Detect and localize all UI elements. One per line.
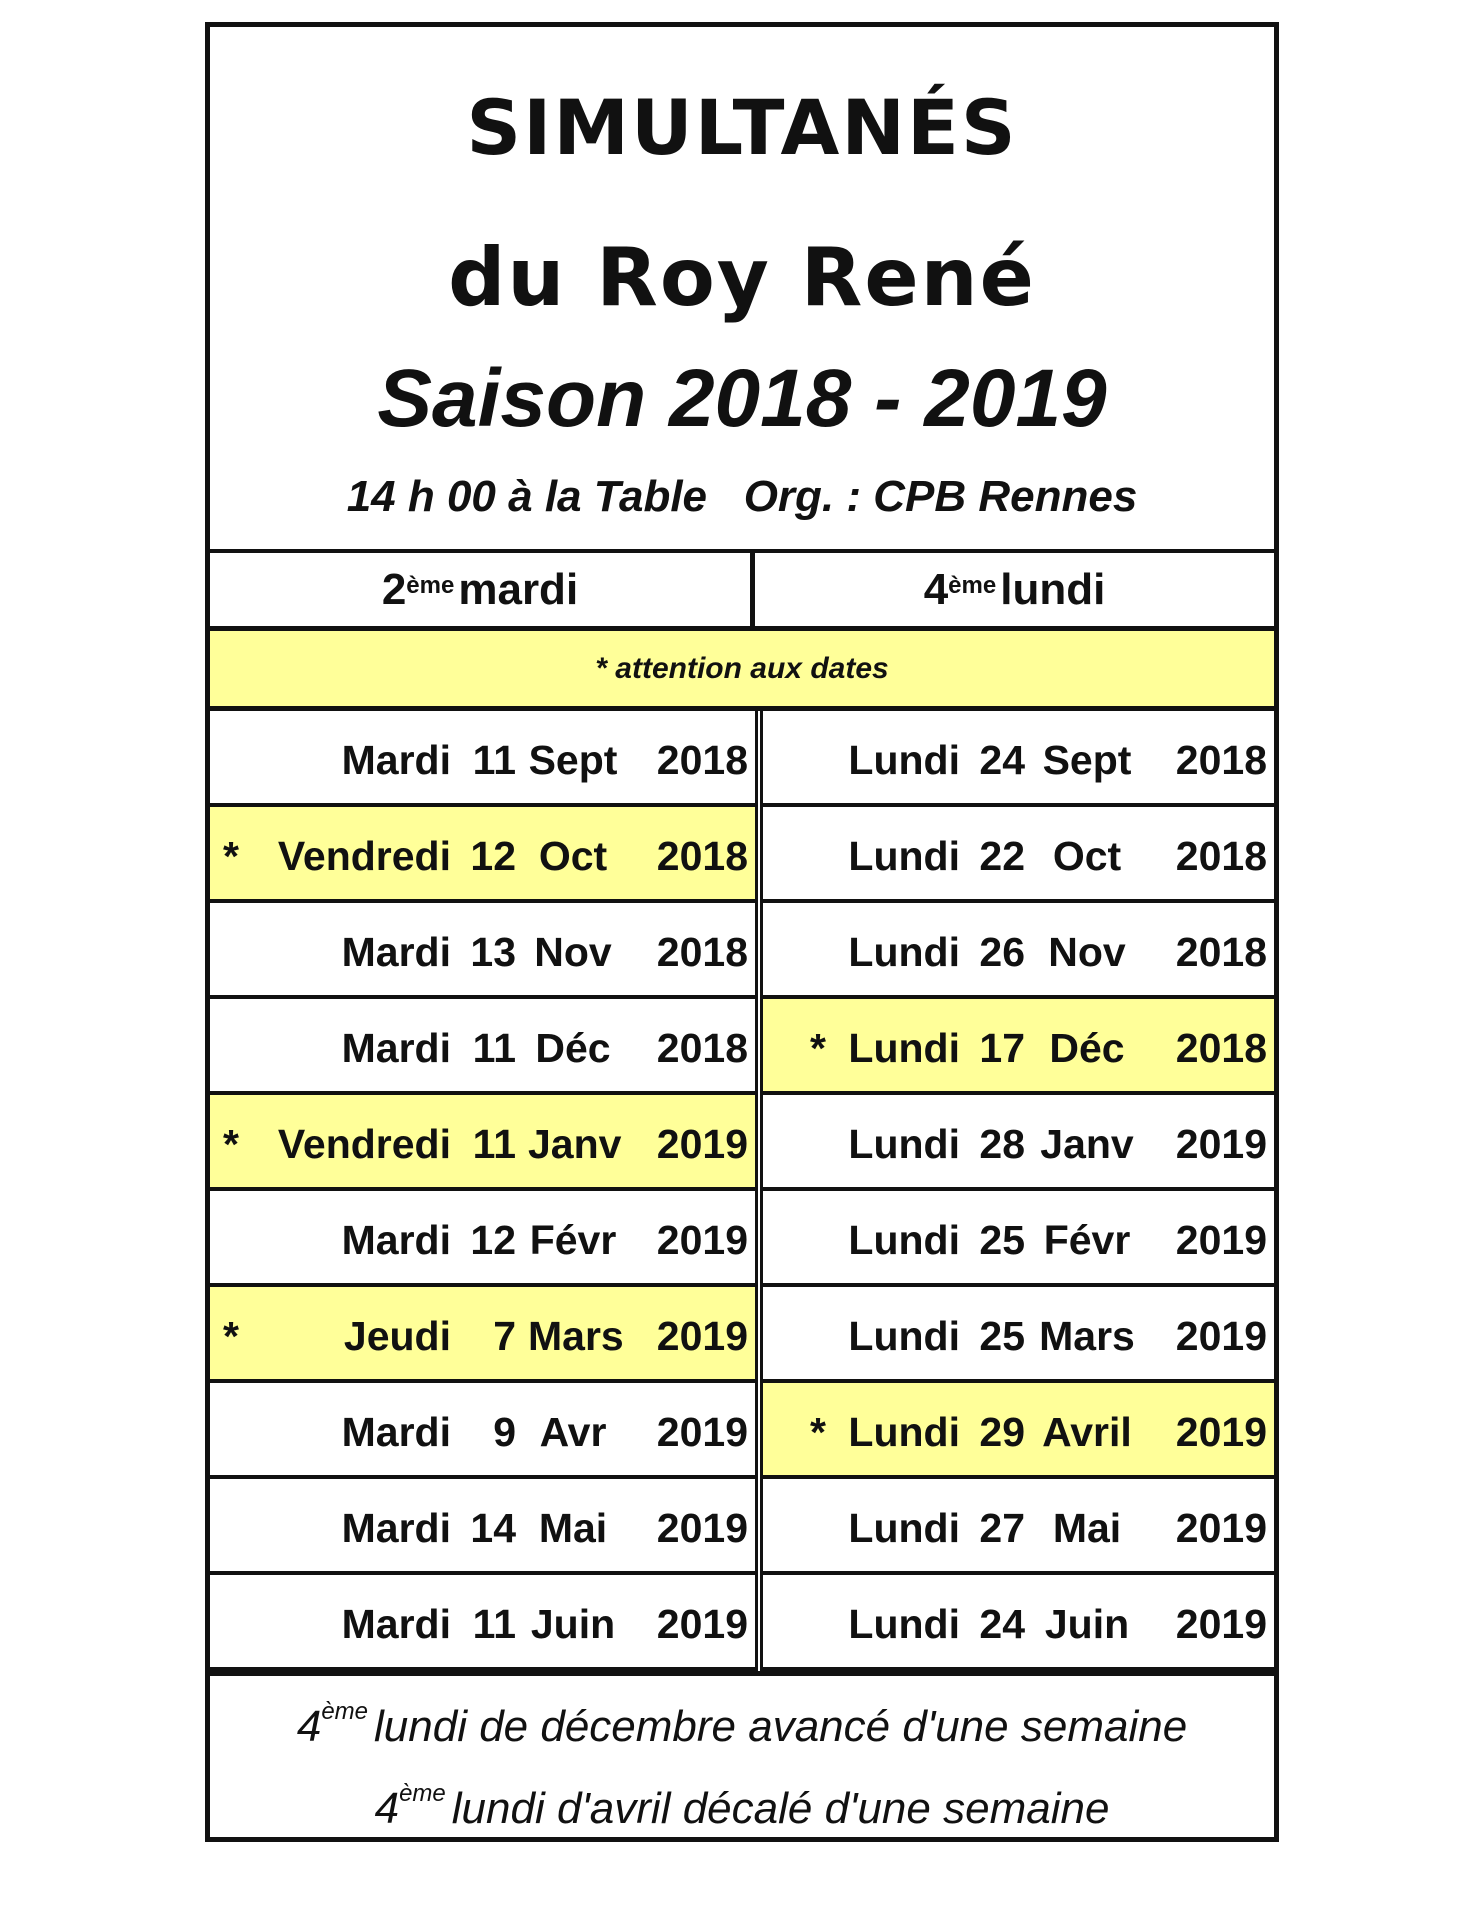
date-day: Lundi [848, 737, 960, 783]
date-day: Lundi [848, 1025, 960, 1071]
date-year: 2018 [1175, 737, 1267, 783]
table-row [210, 711, 1274, 807]
date-cell-monday [763, 711, 1274, 807]
date-day: Mardi [341, 929, 451, 975]
date-day: Lundi [848, 929, 960, 975]
footer-suffix: ème [321, 1698, 368, 1726]
date-mark: * [223, 833, 239, 879]
date-month: Mars [528, 1313, 624, 1359]
date-cell-monday [763, 1095, 1274, 1191]
footer-ordinal: 4 [296, 1702, 322, 1751]
date-num: 24 [979, 1601, 1025, 1647]
date-cell-monday [763, 1383, 1274, 1479]
date-mark: * [223, 1121, 239, 1167]
date-num: 11 [472, 1601, 516, 1647]
table-row [210, 999, 1274, 1095]
date-cell-tuesday [210, 711, 755, 807]
date-num: 29 [979, 1409, 1025, 1455]
date-day: Vendredi [277, 833, 451, 879]
table-row [210, 1383, 1274, 1479]
date-day: Mardi [341, 1409, 451, 1455]
column-header-fourth-monday [755, 553, 1274, 631]
date-month: Juin [530, 1601, 616, 1647]
column-header-second-tuesday [210, 553, 755, 631]
date-num: 14 [470, 1505, 516, 1551]
date-num: 13 [470, 929, 516, 975]
date-cell-tuesday [210, 1191, 755, 1287]
date-cell-tuesday [210, 903, 755, 999]
date-month: Mai [1052, 1505, 1122, 1551]
footer-suffix: ème [399, 1780, 446, 1808]
column-header-ordinal: 2 [381, 564, 407, 614]
date-num: 22 [979, 833, 1025, 879]
date-month: Oct [538, 833, 608, 879]
date-table [210, 711, 1274, 1671]
column-divider-right [760, 711, 763, 1671]
date-day: Mardi [341, 1217, 451, 1263]
date-month: Nov [534, 929, 612, 975]
date-day: Mardi [341, 1601, 451, 1647]
date-month: Janv [1040, 1121, 1134, 1167]
date-month: Nov [1048, 929, 1126, 975]
date-month: Févr [1043, 1217, 1131, 1263]
date-month: Janv [528, 1121, 622, 1167]
title-season: Saison 2018 - 2019 [377, 353, 1107, 444]
subtitle-time-organizer: 14 h 00 à la Table Org. : CPB Rennes [346, 472, 1138, 521]
date-day: Lundi [848, 1409, 960, 1455]
date-year: 2018 [1175, 1025, 1267, 1071]
table-row [210, 903, 1274, 999]
date-cell-tuesday [210, 1383, 755, 1479]
date-cell-monday [763, 999, 1274, 1095]
date-month: Févr [529, 1217, 617, 1263]
date-month: Sept [528, 737, 618, 783]
date-year: 2019 [1175, 1505, 1267, 1551]
schedule-poster [205, 22, 1279, 1842]
poster-header [210, 27, 1274, 553]
column-header-day: lundi [1000, 564, 1106, 614]
date-num: 12 [470, 1217, 516, 1263]
date-num: 26 [979, 929, 1025, 975]
date-num: 27 [979, 1505, 1025, 1551]
table-row [210, 1095, 1274, 1191]
date-year: 2018 [656, 929, 748, 975]
table-row [210, 1287, 1274, 1383]
date-year: 2019 [1175, 1601, 1267, 1647]
date-num: 11 [472, 1121, 516, 1167]
date-num: 9 [493, 1409, 516, 1455]
date-year: 2019 [656, 1121, 748, 1167]
date-mark: * [810, 1409, 826, 1455]
date-day: Mardi [341, 1025, 451, 1071]
date-year: 2019 [1175, 1409, 1267, 1455]
date-month: Avr [539, 1409, 607, 1455]
date-cell-tuesday [210, 999, 755, 1095]
date-day: Lundi [848, 833, 960, 879]
date-year: 2019 [656, 1409, 748, 1455]
date-num: 11 [472, 737, 516, 783]
date-cell-tuesday [210, 1095, 755, 1191]
column-divider-left [755, 711, 758, 1671]
date-cell-tuesday [210, 1287, 755, 1383]
date-cell-monday [763, 807, 1274, 903]
date-year: 2019 [656, 1505, 748, 1551]
date-num: 7 [493, 1313, 516, 1359]
date-day: Lundi [848, 1217, 960, 1263]
date-num: 28 [979, 1121, 1025, 1167]
footer-note-december [210, 1698, 1274, 1752]
date-day: Mardi [341, 1505, 451, 1551]
date-year: 2019 [656, 1217, 748, 1263]
date-year: 2018 [656, 833, 748, 879]
date-cell-monday [763, 1479, 1274, 1575]
date-mark: * [223, 1313, 239, 1359]
date-year: 2018 [1175, 929, 1267, 975]
date-month: Avril [1042, 1409, 1132, 1455]
column-header-day: mardi [458, 564, 579, 614]
date-year: 2018 [656, 737, 748, 783]
date-year: 2018 [1175, 833, 1267, 879]
date-day: Lundi [848, 1505, 960, 1551]
date-year: 2019 [656, 1313, 748, 1359]
date-month: Déc [1049, 1025, 1125, 1071]
table-row [210, 1575, 1274, 1671]
date-num: 17 [979, 1025, 1025, 1071]
date-day: Vendredi [277, 1121, 451, 1167]
date-month: Juin [1044, 1601, 1130, 1647]
date-month: Mai [538, 1505, 608, 1551]
title-simultanes: SIMULTANÉS [466, 83, 1018, 172]
date-day: Mardi [341, 737, 451, 783]
date-day: Lundi [848, 1121, 960, 1167]
date-day: Lundi [848, 1601, 960, 1647]
table-row [210, 1191, 1274, 1287]
date-day: Jeudi [343, 1313, 451, 1359]
footer-ordinal: 4 [374, 1784, 400, 1833]
footer-text: lundi de décembre avancé d'une semaine [374, 1702, 1188, 1751]
date-mark: * [810, 1025, 826, 1071]
date-cell-tuesday [210, 807, 755, 903]
date-num: 25 [979, 1217, 1025, 1263]
date-cell-monday [763, 1191, 1274, 1287]
poster-footer [210, 1671, 1274, 1837]
date-month: Déc [535, 1025, 611, 1071]
date-year: 2019 [1175, 1217, 1267, 1263]
date-month: Mars [1039, 1313, 1135, 1359]
footer-text: lundi d'avril décalé d'une semaine [451, 1784, 1110, 1833]
date-year: 2019 [1175, 1313, 1267, 1359]
date-day: Lundi [848, 1313, 960, 1359]
column-header-ordinal: 4 [923, 564, 949, 614]
date-year: 2019 [656, 1601, 748, 1647]
column-header-suffix: ème [948, 571, 997, 599]
date-cell-monday [763, 1575, 1274, 1671]
date-month: Sept [1042, 737, 1132, 783]
date-num: 25 [979, 1313, 1025, 1359]
date-num: 12 [470, 833, 516, 879]
column-header-suffix: ème [406, 571, 455, 599]
title-roy-rene: du Roy René [448, 231, 1036, 324]
date-cell-monday [763, 903, 1274, 999]
table-row [210, 807, 1274, 903]
date-cell-tuesday [210, 1479, 755, 1575]
table-row [210, 1479, 1274, 1575]
date-year: 2018 [656, 1025, 748, 1071]
date-num: 11 [472, 1025, 516, 1071]
date-year: 2019 [1175, 1121, 1267, 1167]
date-num: 24 [979, 737, 1025, 783]
date-cell-tuesday [210, 1575, 755, 1671]
date-month: Oct [1052, 833, 1122, 879]
attention-note: * attention aux dates [210, 631, 1274, 711]
date-cell-monday [763, 1287, 1274, 1383]
footer-note-april [210, 1780, 1274, 1834]
